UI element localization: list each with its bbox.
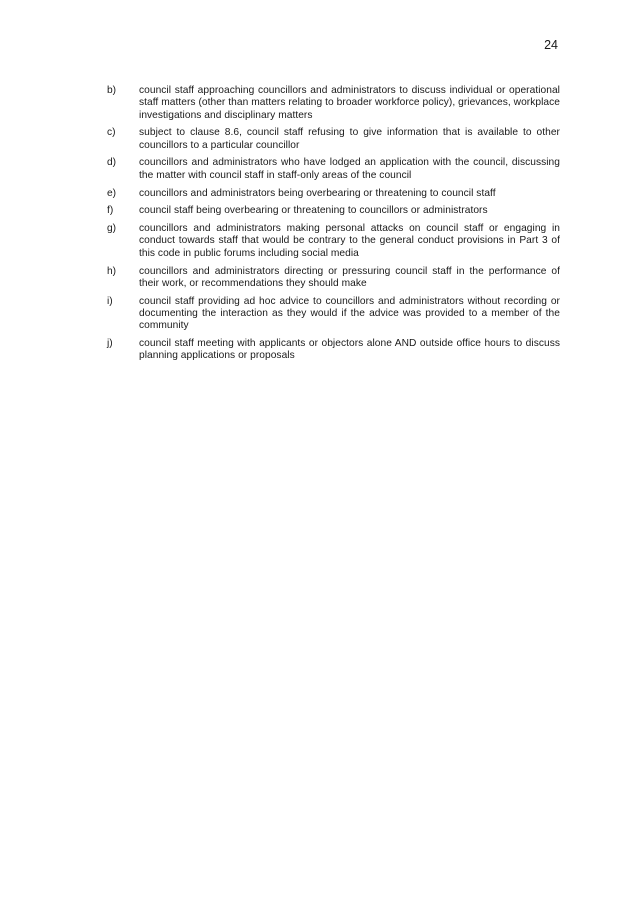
page-number: 24 bbox=[544, 38, 558, 52]
list-item-marker: b) bbox=[107, 85, 117, 96]
list-item-marker: h) bbox=[107, 265, 117, 277]
list-item bbox=[107, 205, 560, 217]
list-item-marker: j) bbox=[107, 338, 113, 350]
list-item-text: council staff meeting with applicants or objectors alone AND outside office hours to discuss planning applications or proposals bbox=[139, 338, 560, 362]
list-item-text: councillors and administrators who have lodged an application with the council, discussing the matter with council staff in staff-only areas of the council bbox=[139, 157, 560, 181]
list-item bbox=[107, 157, 560, 182]
list-item-text: council staff providing ad hoc advice to councillors and administrators without recording or documenting the interaction as they would if the advice was provided to a member of the community bbox=[139, 295, 560, 332]
list-item bbox=[107, 127, 560, 152]
list-item-marker: i) bbox=[107, 295, 113, 307]
list-item-text: councillors and administrators directing or pressuring council staff in the performance of their work, or recommendations they should make bbox=[139, 265, 560, 289]
list-item-marker: g) bbox=[107, 223, 117, 235]
conduct-list bbox=[107, 85, 560, 368]
list-item-marker: d) bbox=[107, 157, 117, 169]
list-item bbox=[107, 296, 560, 333]
list-item-text: subject to clause 8.6, council staff refusing to give information that is available to other councillors to a particular councillor bbox=[139, 127, 560, 151]
list-item bbox=[107, 223, 560, 260]
list-item bbox=[107, 266, 560, 291]
list-item-text: councillors and administrators being overbearing or threatening to council staff bbox=[139, 187, 496, 199]
list-item-marker: c) bbox=[107, 127, 116, 139]
list-item bbox=[107, 188, 560, 200]
list-item-text: council staff approaching councillors and administrators to discuss individual or operational staff matters (other than matters relating to broader workforce policy), grievances, workplace investigations and disciplinary matters bbox=[139, 85, 560, 121]
list-item-text: council staff being overbearing or threatening to councillors or administrators bbox=[139, 205, 488, 217]
list-item-marker: f) bbox=[107, 205, 114, 217]
list-item bbox=[107, 85, 560, 122]
list-item-marker: e) bbox=[107, 187, 117, 199]
list-item-text: councillors and administrators making personal attacks on council staff or engaging in conduct towards staff that would be contrary to the general conduct provisions in Part 3 of this code in public forums including social media bbox=[139, 223, 560, 259]
list-item bbox=[107, 338, 560, 363]
